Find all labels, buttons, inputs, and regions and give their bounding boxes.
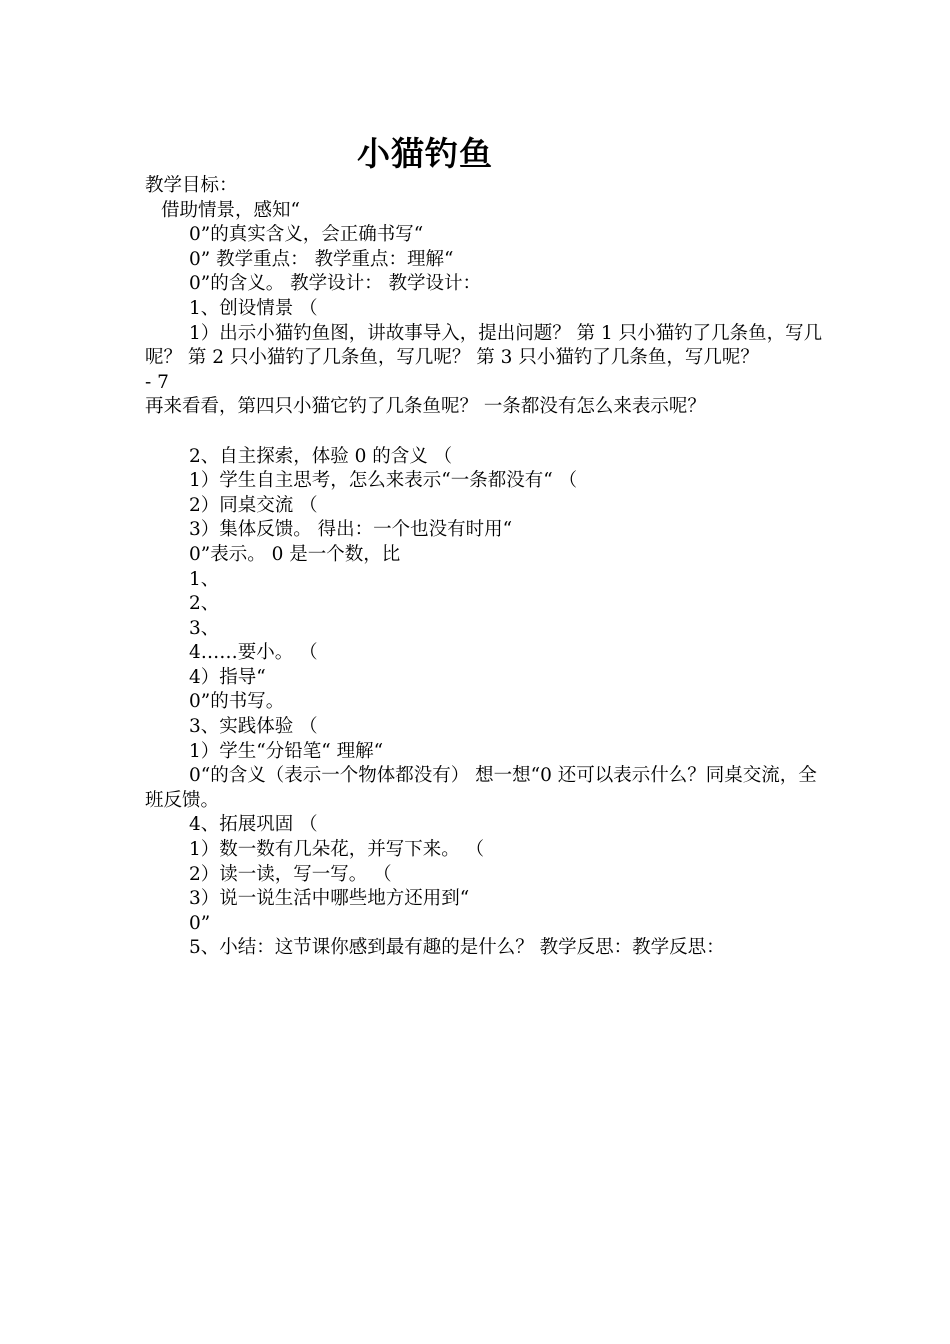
step-heading: 4、拓展巩固 （ — [189, 814, 318, 836]
blank-line — [145, 420, 835, 445]
document-title: 小猫钓鱼 — [357, 134, 493, 173]
text-line: 0” — [189, 912, 211, 934]
paragraph: 1）出示小猫钓鱼图，讲故事导入，提出问题？ 第 1 只小猫钓了几条鱼，写几呢？ 第 2 只小猫钓了几条鱼，写几呢？ 第 3 只小猫钓了几条鱼，写几呢？ — [145, 322, 823, 369]
text-line: 0”的含义。 教学设计： 教学设计： — [189, 273, 481, 295]
text-line: 0” 教学重点： 教学重点：理解“ — [189, 248, 454, 270]
text-line: 1）学生“分铅笔“ 理解“ — [189, 740, 384, 762]
step-heading: 2、自主探索，体验 0 的含义 （ — [189, 445, 453, 467]
text-line: 0”的真实含义，会正确书写“ — [189, 224, 424, 246]
text-line: 1）学生自主思考，怎么来表示“一条都没有“ （ — [189, 470, 578, 492]
text-line: 3）集体反馈。 得出：一个也没有时用“ — [189, 519, 513, 541]
text-line: 借助情景，感知“ — [161, 199, 300, 221]
text-line: 3）说一说生活中哪些地方还用到“ — [189, 888, 470, 910]
text-line: 再来看看，第四只小猫它钓了几条鱼呢？ 一条都没有怎么来表示呢？ — [145, 396, 706, 418]
step-heading: 5、小结：这节课你感到最有趣的是什么？ 教学反思：教学反思： — [189, 937, 725, 959]
text-line: 4）指导“ — [189, 666, 266, 688]
page-marker: - 7 — [145, 371, 169, 393]
document-body — [145, 174, 835, 961]
text-line: 3、 — [189, 617, 220, 639]
text-line: 1）数一数有几朵花，并写下来。 （ — [189, 839, 485, 861]
text-line: 4……要小。 （ — [189, 642, 318, 664]
paragraph: 0“的含义（表示一个物体都没有） 想一想“0 还可以表示什么？同桌交流，全班反馈。 — [145, 765, 817, 811]
text-line: 2、 — [189, 593, 220, 615]
text-line: 2）读一读，写一写。 （ — [189, 863, 392, 885]
text-line: 0”的书写。 — [189, 691, 285, 713]
step-heading: 1、创设情景 （ — [189, 297, 318, 319]
step-heading: 3、实践体验 （ — [189, 716, 318, 738]
section-heading-objectives: 教学目标： — [145, 175, 238, 196]
text-line: 2）同桌交流 （ — [189, 494, 318, 516]
text-line: 1、 — [189, 568, 220, 590]
text-line: 0”表示。 0 是一个数，比 — [189, 543, 401, 565]
